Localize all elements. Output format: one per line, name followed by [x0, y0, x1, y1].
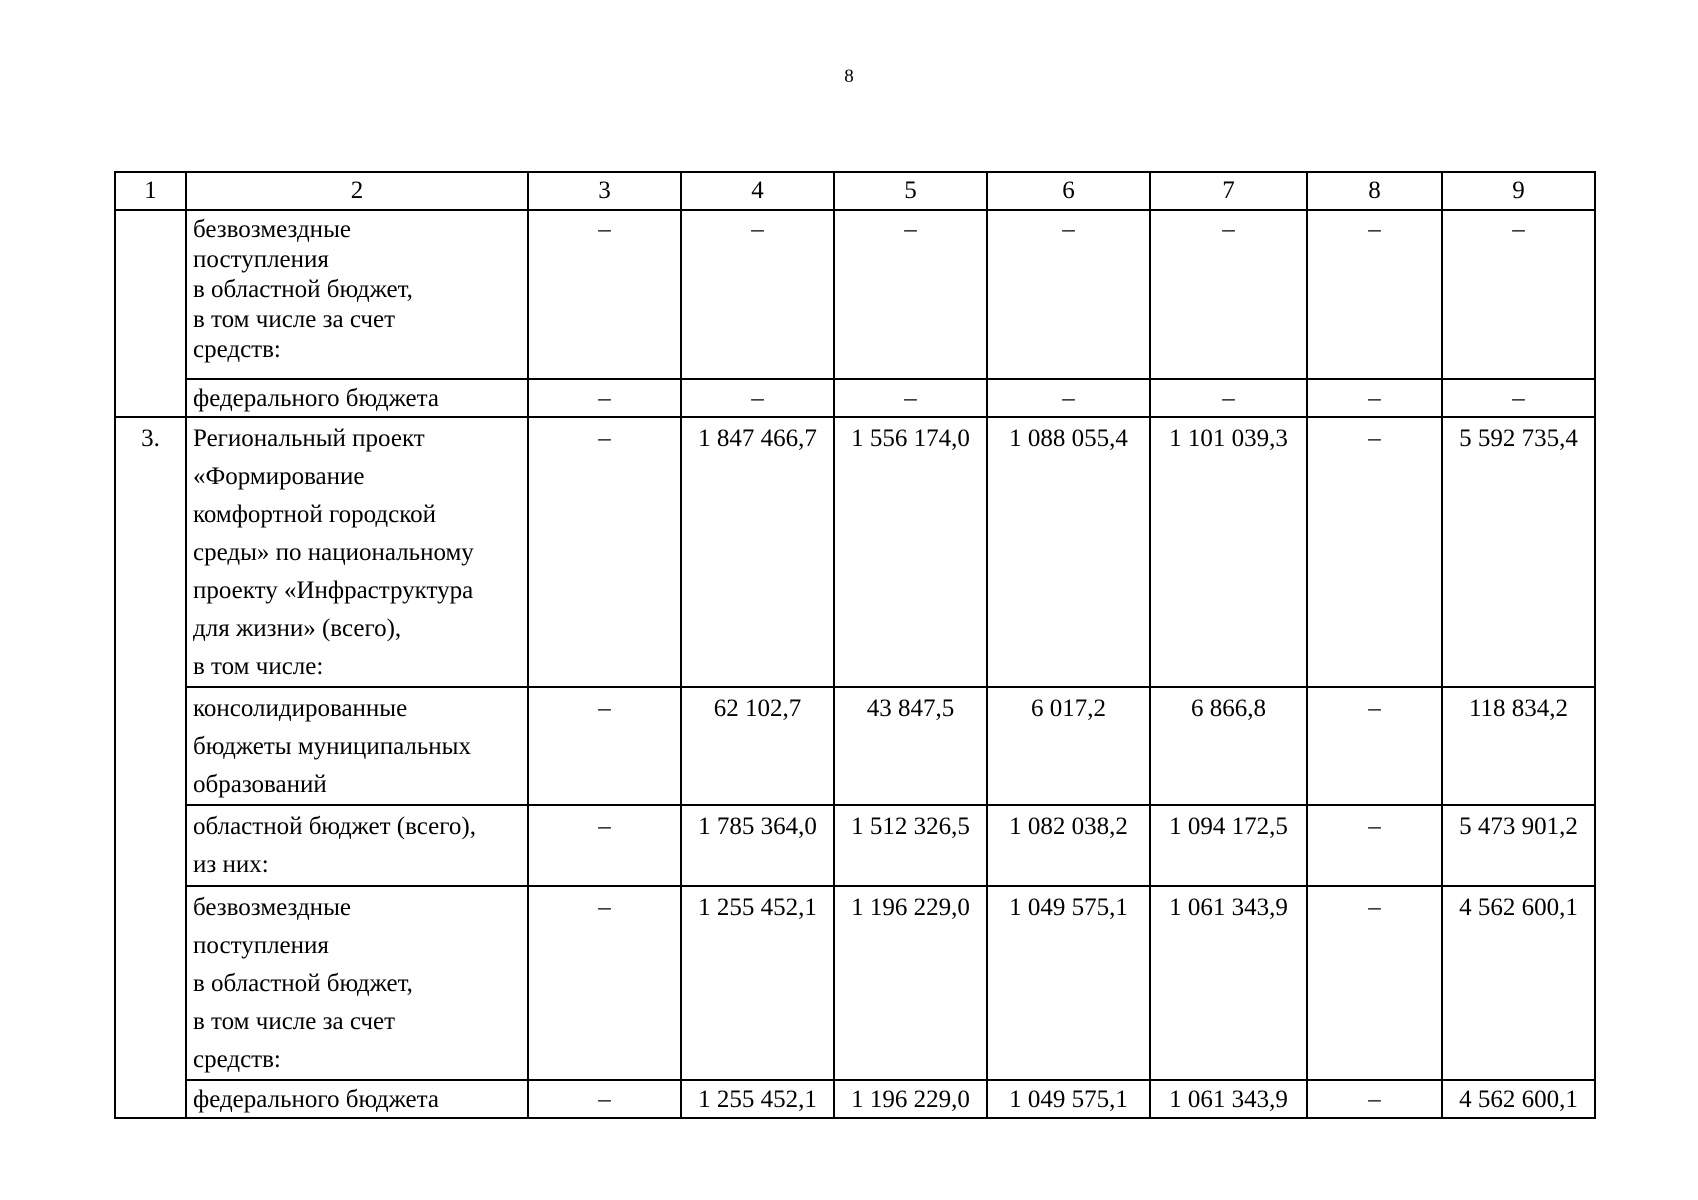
table-row [115, 210, 1595, 379]
table-row [115, 379, 1595, 417]
value-cell: 1 512 326,5 [834, 805, 987, 886]
table-row [115, 886, 1595, 1080]
row-label-cell: областной бюджет (всего), из них: [186, 805, 528, 886]
value-cell: 1 049 575,1 [987, 1080, 1150, 1118]
table-header-row [115, 172, 1595, 210]
value-cell: – [1307, 1080, 1442, 1118]
header-cell: 4 [681, 172, 834, 210]
row-label-cell: консолидированные бюджеты муниципальных образований [186, 687, 528, 805]
header-cell: 8 [1307, 172, 1442, 210]
value-cell: – [987, 210, 1150, 379]
value-cell: 1 196 229,0 [834, 886, 987, 1080]
value-cell: 1 785 364,0 [681, 805, 834, 886]
header-cell: 7 [1150, 172, 1307, 210]
header-cell: 9 [1442, 172, 1595, 210]
value-cell: – [987, 379, 1150, 417]
value-cell: – [528, 886, 681, 1080]
value-cell: 4 562 600,1 [1442, 886, 1595, 1080]
row-index-cell [115, 210, 186, 417]
value-cell: 6 017,2 [987, 687, 1150, 805]
value-cell: 1 101 039,3 [1150, 417, 1307, 687]
value-cell: – [681, 379, 834, 417]
value-cell: – [528, 417, 681, 687]
value-cell: 1 088 055,4 [987, 417, 1150, 687]
value-cell: 43 847,5 [834, 687, 987, 805]
value-cell: 1 049 575,1 [987, 886, 1150, 1080]
page-number: 8 [844, 66, 854, 87]
value-cell: – [1307, 417, 1442, 687]
value-cell: – [528, 687, 681, 805]
table-row [115, 417, 1595, 687]
value-cell: 62 102,7 [681, 687, 834, 805]
row-label-cell: Региональный проект «Формирование комфортной городской среды» по национальному проекту «Инфраструктура для жизни» (всего), в том числе: [186, 417, 528, 687]
row-label-cell: безвозмездные поступления в областной бюджет, в том числе за счет средств: [186, 886, 528, 1080]
row-index-cell: 3. [115, 417, 186, 1118]
value-cell: – [1307, 210, 1442, 379]
value-cell: 6 866,8 [1150, 687, 1307, 805]
value-cell: 1 061 343,9 [1150, 886, 1307, 1080]
value-cell: – [834, 210, 987, 379]
value-cell: 1 196 229,0 [834, 1080, 987, 1118]
budget-table [114, 171, 1596, 1119]
table-row [115, 687, 1595, 805]
value-cell: 1 094 172,5 [1150, 805, 1307, 886]
value-cell: – [528, 805, 681, 886]
value-cell: 1 556 174,0 [834, 417, 987, 687]
value-cell: – [528, 1080, 681, 1118]
row-label-cell: федерального бюджета [186, 1080, 528, 1118]
row-label-cell: федерального бюджета [186, 379, 528, 417]
header-cell: 2 [186, 172, 528, 210]
value-cell: – [1307, 687, 1442, 805]
value-cell: 1 061 343,9 [1150, 1080, 1307, 1118]
value-cell: 1 082 038,2 [987, 805, 1150, 886]
value-cell: 4 562 600,1 [1442, 1080, 1595, 1118]
value-cell: – [1442, 379, 1595, 417]
value-cell: – [1442, 210, 1595, 379]
table-row [115, 1080, 1595, 1118]
value-cell: – [528, 379, 681, 417]
value-cell: – [528, 210, 681, 379]
value-cell: 5 592 735,4 [1442, 417, 1595, 687]
header-cell: 6 [987, 172, 1150, 210]
header-cell: 1 [115, 172, 186, 210]
table-row [115, 805, 1595, 886]
header-cell: 5 [834, 172, 987, 210]
header-cell: 3 [528, 172, 681, 210]
value-cell: – [834, 379, 987, 417]
value-cell: – [681, 210, 834, 379]
value-cell: 1 255 452,1 [681, 886, 834, 1080]
value-cell: – [1307, 886, 1442, 1080]
row-label-cell: безвозмездные поступления в областной бюджет, в том числе за счет средств: [186, 210, 528, 379]
value-cell: 118 834,2 [1442, 687, 1595, 805]
value-cell: – [1150, 379, 1307, 417]
value-cell: – [1150, 210, 1307, 379]
value-cell: – [1307, 805, 1442, 886]
value-cell: 1 847 466,7 [681, 417, 834, 687]
value-cell: – [1307, 379, 1442, 417]
value-cell: 5 473 901,2 [1442, 805, 1595, 886]
value-cell: 1 255 452,1 [681, 1080, 834, 1118]
